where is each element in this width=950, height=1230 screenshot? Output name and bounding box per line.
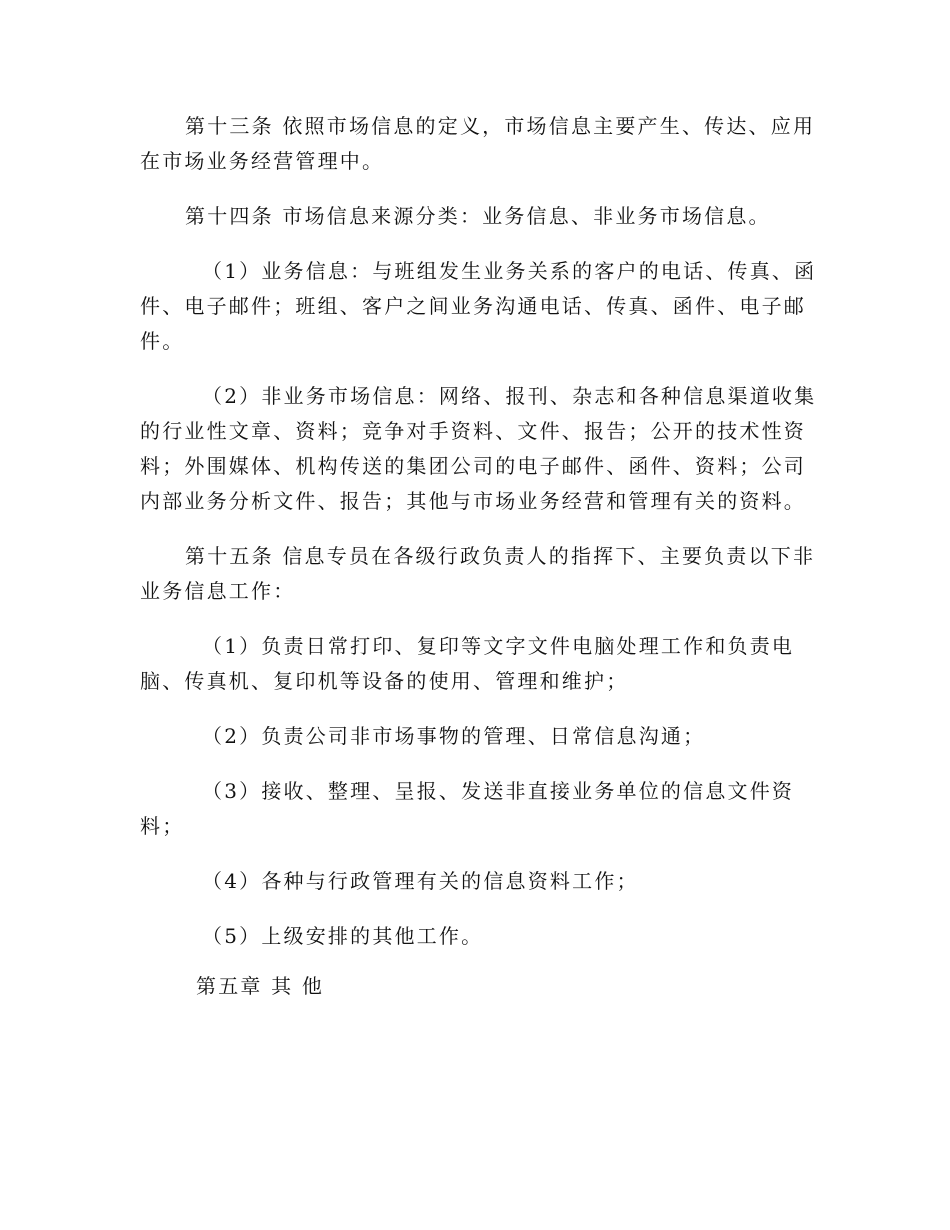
article-14-item-2-line-1: （2）非业务市场信息：网络、报刊、杂志和各种信息渠道收集 <box>202 384 817 408</box>
article-13-line-1: 第十三条 依照市场信息的定义，市场信息主要产生、传达、应用 <box>185 114 816 138</box>
article-15-item-1-line-1: （1）负责日常打印、复印等文字文件电脑处理工作和负责电 <box>202 634 795 658</box>
article-14-item-1-line-2: 件、电子邮件；班组、客户之间业务沟通电话、传真、函件、电子邮 <box>140 294 806 318</box>
article-14-item-1-line-3: 件。 <box>140 329 185 353</box>
article-14-item-2-line-3: 料；外围媒体、机构传送的集团公司的电子邮件、函件、资料；公司 <box>140 454 806 478</box>
article-15-item-3-line-1: （3）接收、整理、呈报、发送非直接业务单位的信息文件资 <box>202 779 795 803</box>
article-15-item-2-line-1: （2）负责公司非市场事物的管理、日常信息沟通； <box>202 724 706 748</box>
chapter-5-heading: 第五章 其 他 <box>196 974 325 998</box>
article-15-line-2: 业务信息工作： <box>140 579 296 603</box>
article-13-line-2: 在市场业务经营管理中。 <box>140 149 385 173</box>
article-15-line-1: 第十五条 信息专员在各级行政负责人的指挥下、主要负责以下非 <box>185 544 816 568</box>
article-14-item-2-line-4: 内部业务分析文件、报告；其他与市场业务经营和管理有关的资料。 <box>140 489 806 513</box>
article-15-item-3-line-2: 料； <box>140 814 185 838</box>
article-14-item-1-line-1: （1）业务信息：与班组发生业务关系的客户的电话、传真、函 <box>202 259 817 283</box>
article-15-item-4-line-1: （4）各种与行政管理有关的信息资料工作； <box>202 869 639 893</box>
article-15-item-1-line-2: 脑、传真机、复印机等设备的使用、管理和维护； <box>140 669 629 693</box>
article-14-item-2-line-2: 的行业性文章、资料；竞争对手资料、文件、报告；公开的技术性资 <box>140 419 806 443</box>
article-15-item-5-line-1: （5）上级安排的其他工作。 <box>202 924 484 948</box>
article-14-line-1: 第十四条 市场信息来源分类：业务信息、非业务市场信息。 <box>185 204 771 228</box>
